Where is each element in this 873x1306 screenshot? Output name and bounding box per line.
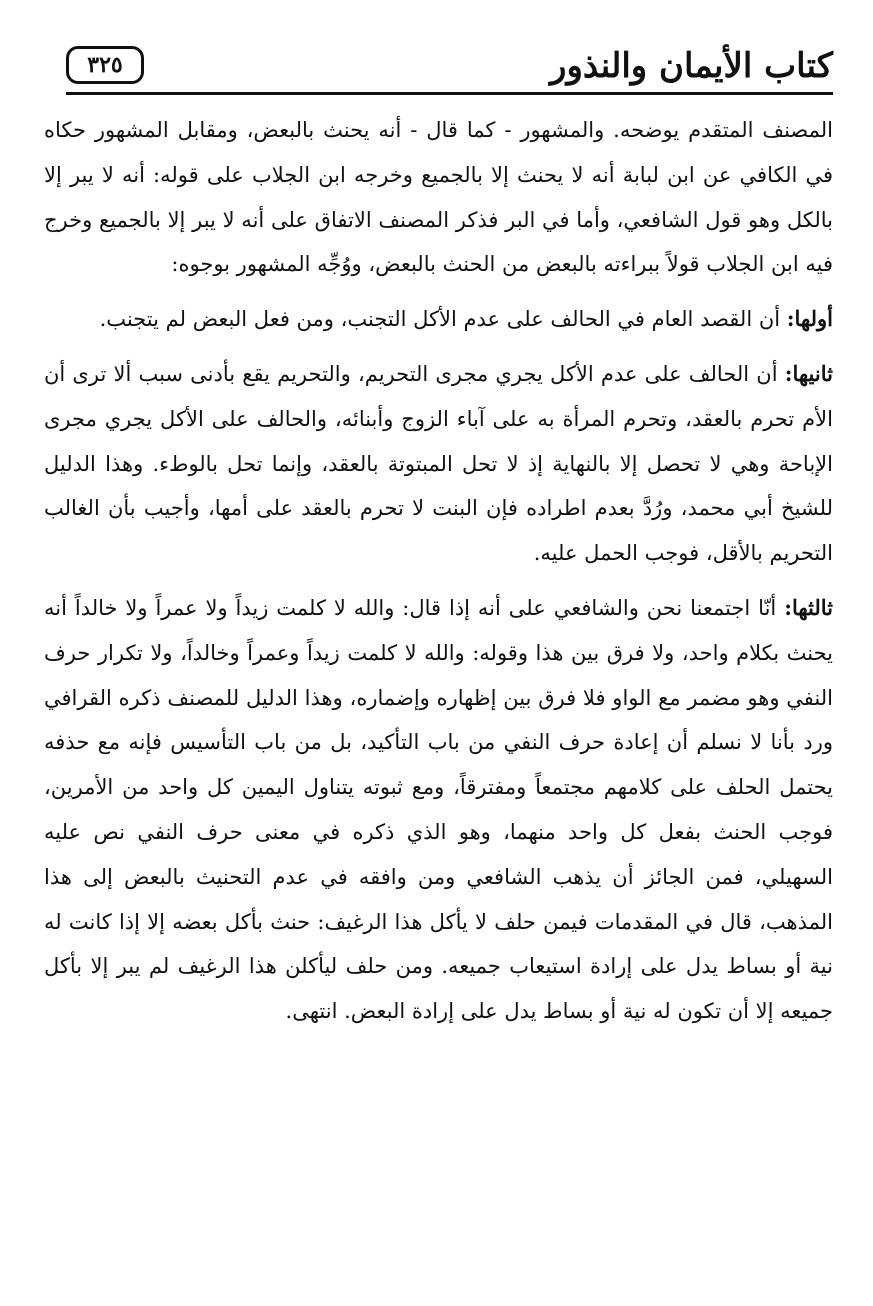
paragraph-4-lead: ثالثها: [784, 594, 833, 620]
paragraph-3-text: أن الحالف على عدم الأكل يجري مجرى التحريم، والتحريم يقع بأدنى سبب ألا ترى أن الأم تحرم بالعقد، وتحرم المرأة به على آباء الزوج وأبنائه، والحالف على الأكل يجري مجرى الإباحة وهي لا تحصل إلا بالنهاية إذ لا تحل المبتوتة بالعقد، وإنما تحل بالوطء. وهذا الدليل للشيخ أبي محمد، ورُدَّ بعدم اطراده فإن البنت لا تحرم بالعقد على أمها، وأجيب بأن الغالب التحريم بالأقل، فوجب الحمل عليه. [44, 361, 833, 566]
paragraph-2-text: أن القصد العام في الحالف على عدم الأكل التجنب، ومن فعل البعض لم يتجنب. [99, 307, 781, 332]
body-text [44, 108, 833, 1044]
paragraph-2-lead: أولها: [786, 306, 833, 332]
paragraph-4-text: أنّا اجتمعنا نحن والشافعي على أنه إذا قال: والله لا كلمت زيداً ولا عمراً ولا خالداً أنه يحنث بكلام واحد، ولا فرق بين هذا وقوله: والله لا كلمت زيداً وعمراً وخالداً، ولا تكرار حرف النفي وهو مضمر مع الواو فلا فرق بين إظهاره وإضماره، وهذا الدليل للمصنف ذكره القرافي ورد بأنا لا نسلم أن إعادة حرف النفي من باب التأكيد، بل من باب التأسيس فإنه مع حذفه يحتمل الحلف على كلامهم مجتمعاً ومفترقاً، ومع ثبوته يتناول اليمين كل واحد من الأمرين، فوجب الحنث بفعل كل واحد منهما، وهو الذي ذكره في معنى حرف النفي نص عليه السهيلي، فمن الجائز أن يذهب الشافعي ومن وافقه في عدم التحنيث بالبعض إلى هذا المذهب، قال في المقدمات فيمن حلف لا يأكل هذا الرغيف: حنث بأكل بعضه إلا إذا كانت له نية أو بساط يدل على إرادة استيعاب جميعه. ومن حلف ليأكلن هذا الرغيف لم يبر إلا بأكل جميعه إلا أن تكون له نية أو بساط يدل على إرادة البعض. انتهى. [44, 595, 833, 1024]
header-rule [66, 92, 833, 95]
page-number-box [66, 46, 144, 84]
paragraph-1-text: المصنف المتقدم يوضحه. والمشهور - كما قال - أنه يحنث بالبعض، ومقابل المشهور حكاه في الكافي عن ابن لبابة أنه لا يحنث إلا بالجميع وخرجه ابن الجلاب على قوله: أنه لا يبر إلا بالكل وهو قول الشافعي، وأما في البر فذكر المصنف الاتفاق على أنه لا يبر إلا بالجميع وخرج فيه ابن الجلاب قولاً ببراءته بالبعض من الحنث بالبعض، ووُجِّه المشهور بوجوه: [44, 118, 833, 277]
paragraph-2 [44, 297, 833, 342]
page-header [66, 44, 833, 96]
page-number: ٣٢٥ [87, 52, 123, 78]
book-title: كتاب الأيمان والنذور [550, 46, 833, 86]
paragraph-1 [44, 108, 833, 287]
paragraph-3-lead: ثانيها: [784, 360, 833, 386]
paragraph-4 [44, 586, 833, 1034]
paragraph-3 [44, 352, 833, 576]
